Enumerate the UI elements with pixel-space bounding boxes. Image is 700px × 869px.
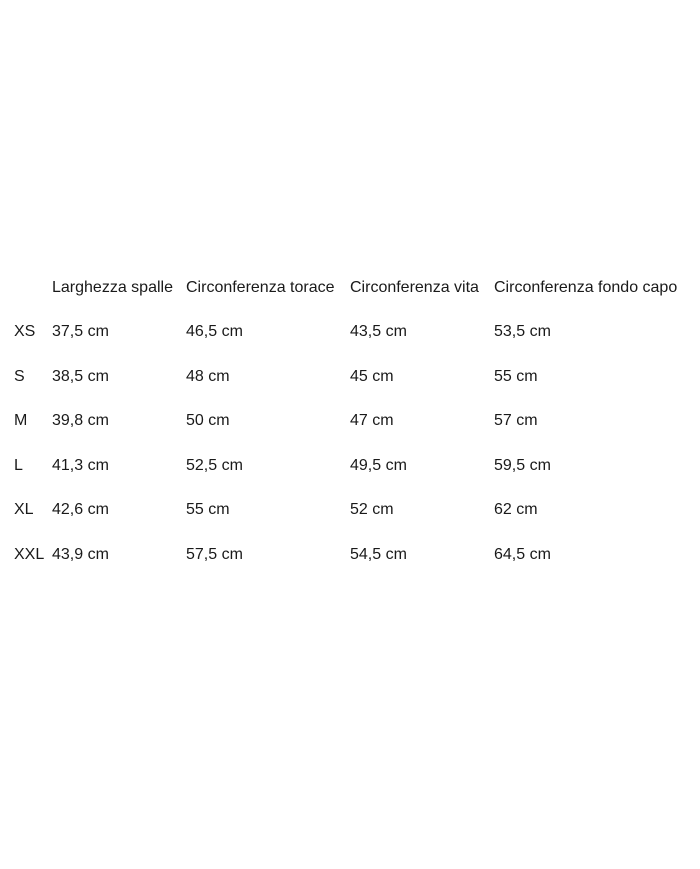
waist-circumference-value: 47 cm	[350, 412, 394, 430]
chest-circumference-value: 50 cm	[186, 412, 230, 430]
shoulder-width-value: 42,6 cm	[52, 501, 109, 519]
size-label: XS	[14, 323, 36, 340]
chest-circumference-value: 48 cm	[186, 367, 230, 385]
header-waist-circumference: Circonferenza vita	[350, 279, 479, 296]
table-header-row	[14, 278, 700, 298]
size-label: L	[14, 456, 23, 474]
chest-circumference-value: 52,5 cm	[186, 456, 243, 474]
waist-circumference-value: 49,5 cm	[350, 456, 407, 474]
waist-circumference-value: 54,5 cm	[350, 545, 407, 563]
chest-circumference-value: 55 cm	[186, 501, 230, 519]
table-row	[14, 545, 700, 565]
size-label: XXL	[14, 545, 45, 563]
waist-circumference-value: 45 cm	[350, 367, 394, 385]
header-chest-circumference: Circonferenza torace	[186, 279, 335, 296]
shoulder-width-value: 39,8 cm	[52, 412, 109, 430]
shoulder-width-value: 38,5 cm	[52, 367, 109, 385]
chest-circumference-value: 57,5 cm	[186, 545, 243, 563]
waist-circumference-value: 52 cm	[350, 501, 394, 519]
chest-circumference-value: 46,5 cm	[186, 323, 243, 340]
hem-circumference-value: 53,5 cm	[494, 323, 551, 340]
table-row	[14, 411, 700, 431]
size-label: S	[14, 367, 25, 385]
table-row	[14, 500, 700, 520]
hem-circumference-value: 62 cm	[494, 501, 538, 519]
hem-circumference-value: 59,5 cm	[494, 456, 551, 474]
hem-circumference-value: 64,5 cm	[494, 545, 551, 563]
hem-circumference-value: 55 cm	[494, 367, 538, 385]
shoulder-width-value: 41,3 cm	[52, 456, 109, 474]
size-chart-table	[14, 278, 700, 590]
size-label: M	[14, 412, 28, 430]
shoulder-width-value: 37,5 cm	[52, 323, 109, 340]
table-row	[14, 367, 700, 387]
header-hem-circumference: Circonferenza fondo capo	[494, 279, 678, 296]
waist-circumference-value: 43,5 cm	[350, 323, 407, 340]
hem-circumference-value: 57 cm	[494, 412, 538, 430]
table-row	[14, 322, 700, 342]
header-shoulder-width: Larghezza spalle	[52, 279, 173, 296]
table-row	[14, 456, 700, 476]
size-label: XL	[14, 501, 34, 519]
shoulder-width-value: 43,9 cm	[52, 545, 109, 563]
